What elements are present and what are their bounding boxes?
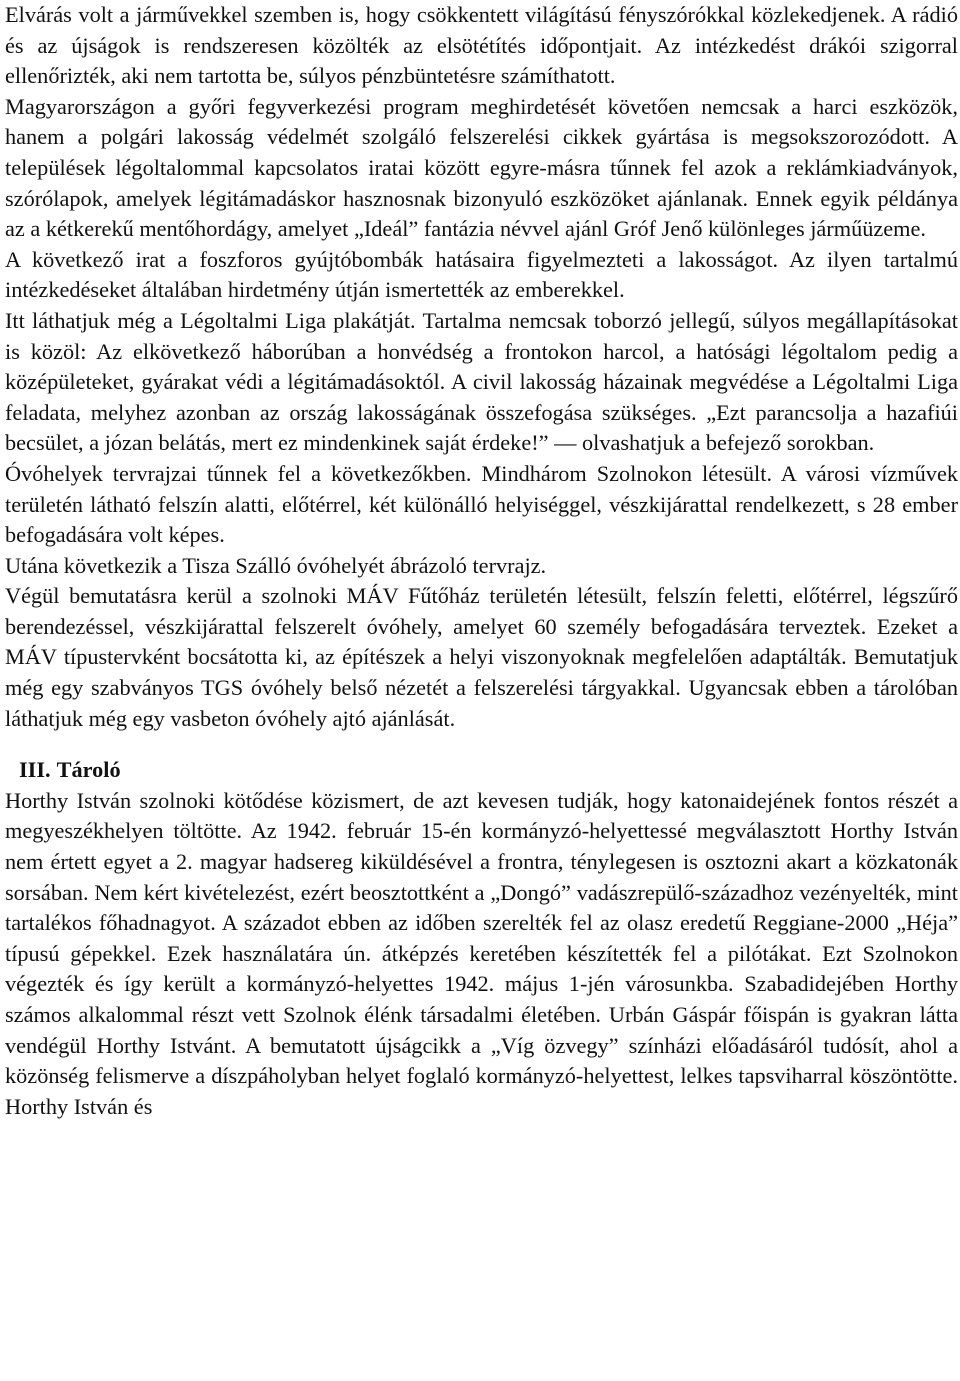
paragraph-civil-defense-products: Magyarországon a győri fegyverkezési program meghirdetését követően nemcsak a harci eszközök, hanem a polgári lakosság védelmét szolgáló felszerelési cikkek gyártása is megsokszorozódott. A települések légoltalommal kapcsolatos iratai között egyre-másra tűnnek fel azok a reklámkiadványok, szórólapok, amelyek légitámadáskor hasznosnak bizonyuló eszközöket ajánlanak. Ennek egyik példánya az a kétkerekű mentőhordágy, amelyet „Ideál” fantázia névvel ajánl Gróf Jenő különleges járműüzeme.	[5, 93, 958, 242]
paragraph-tisza-hotel: Utána következik a Tisza Szálló óvóhelyét ábrázoló tervrajz.	[5, 552, 547, 578]
paragraph-mav-shelter: Végül bemutatásra kerül a szolnoki MÁV Fűtőház területén létesült, felszín feletti, előtérrel, légszűrő berendezéssel, vészkijárattal felszerelt óvóhely, amelyet 60 személy befogadására terveztek. Ezeket a MÁV típustervként bocsátotta ki, az építészek a helyi viszonyoknak megfelelően adaptálták. Bemutatjuk még egy szabványos TGS óvóhely belső nézetét a felszerelési tárgyakkal. Ugyancsak ebben a tárolóban láthatjuk még egy vasbeton óvóhely ajtó ajánlását.	[5, 583, 958, 731]
section-number: III.	[19, 757, 51, 783]
paragraph-shelter-plans: Óvóhelyek tervrajzai tűnnek fel a következőkben. Mindhárom Szolnokon létesült. A városi vízművek területén látható felszín alatti, előtérrel, két különálló helyiséggel, vészkijárattal rendelkezett, s 28 ember befogadására volt képes.	[5, 460, 958, 548]
section-heading	[19, 755, 958, 786]
section-title: Tároló	[56, 757, 121, 783]
document-page	[5, 0, 958, 1122]
paragraph-phosphorus-bombs: A következő irat a foszforos gyújtóbombák hatásaira figyelmezteti a lakosságot. Az ilyen tartalmú intézkedéseket általában hirdetmény útján ismertették az emberekkel.	[5, 246, 958, 303]
paragraph-air-defense-league: Itt láthatjuk még a Légoltalmi Liga plakátját. Tartalma nemcsak toborzó jellegű, súlyos megállapításokat is közöl: Az elkövetkező háborúban a honvédség a frontokon harcol, a hatósági légoltalom pedig a középületeket, gyárakat védi a légitámadásoktól. A civil lakosság házainak megvédése a Légoltalmi Liga feladata, melyhez azonban az ország lakosságának összefogása szükséges. „Ezt parancsolja a hazafiúi becsület, a józan belátás, mert ez mindenkinek saját érdeke!” — olvashatjuk a befejező sorokban.	[5, 307, 958, 456]
paragraph-blackout-vehicles: Elvárás volt a járművekkel szemben is, hogy csökkentett világítású fényszórókkal közlekedjenek. A rádió és az újságok is rendszeresen közölték az elsötétítés időpontjait. Az intézkedést drákói szigorral ellenőrizték, aki nem tartotta be, súlyos pénzbüntetésre számíthatott.	[5, 2, 958, 89]
paragraph-horthy-istvan: Horthy István szolnoki kötődése közismert, de azt kevesen tudják, hogy katonaidejének fontos részét a megyeszékhelyen töltötte. Az 1942. február 15-én kormányzó-helyettessé megválasztott Horthy István nem értett egyet a 2. magyar hadsereg kiküldésével a frontra, ténylegesen is osztozni akart a közkatonák sorsában. Nem kért kivételezést, ezért beosztottként a „Dongó” vadászrepülő-századhoz vezényelték, mint tartalékos főhadnagyot. A századot ebben az időben szerelték fel az olasz eredetű Reggiane-2000 „Héja” típusú gépekkel. Ezek használatára ún. átképzés keretében készítették fel a pilótákat. Ezt Szolnokon végezték és így került a kormányzó-helyettes 1942. május 1-jén városunkba. Szabadidejében Horthy számos alkalommal részt vett Szolnok élénk társadalmi életében. Urbán Gáspár főispán is gyakran látta vendégül Horthy Istvánt. A bemutatott újságcikk a „Víg özvegy” színházi előadásáról tudósít, ahol a közönség felismerve a díszpáholyban helyet foglaló kormányzó-helyettest, lelkes tapsviharral köszöntötte. Horthy István és	[5, 787, 958, 1119]
